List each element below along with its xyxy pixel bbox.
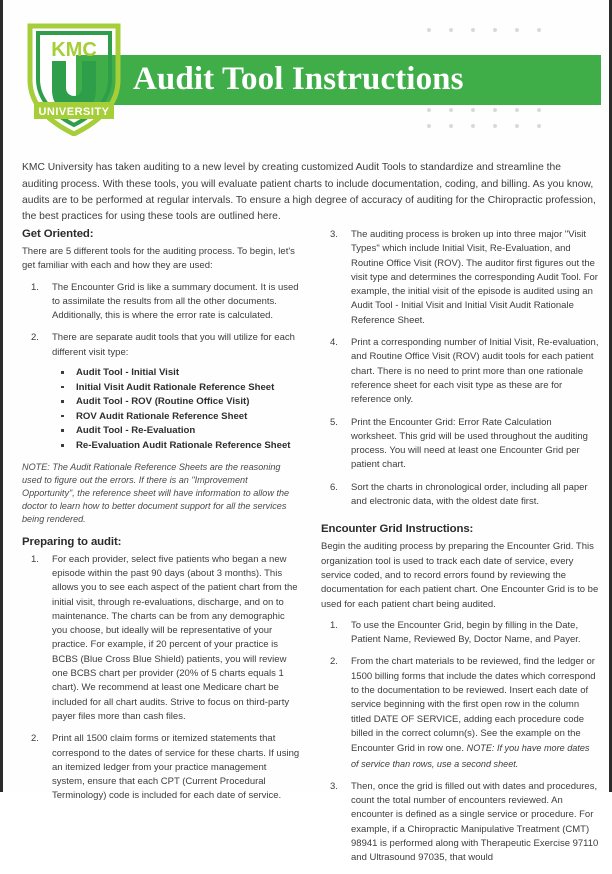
decorative-dot (493, 28, 497, 32)
right-column (321, 228, 599, 874)
list-item-text: There are separate audit tools that you will utilize for each different visit type: (52, 332, 295, 358)
list-item-number: 6. (330, 481, 338, 493)
left-column (22, 228, 300, 874)
list-item (52, 424, 300, 438)
preparing-to-audit-list (22, 553, 300, 804)
list-item-text: The auditing process is broken up into three major "Visit Types" which include Initial Visit, Re-Evaluation, and Routine Office Visit (ROV). The auditor first figures out the visit type and determines the corresponding Audit Tool. For example, the initial visit of the episode is audited using an Audit Tool - Initial Visit and Initial Visit Audit Rationale Reference Sheet. (351, 229, 598, 326)
list-item (321, 780, 599, 866)
list-item (321, 481, 599, 510)
list-item-text: Print the Encounter Grid: Error Rate Calculation worksheet. This grid will be used throughout the auditing process. You will need at least one Encounter Grid per patient chart. (351, 416, 588, 471)
decorative-dot (537, 124, 541, 128)
tool-name: ROV Audit Rationale Reference Sheet (76, 410, 248, 422)
list-item-number: 3. (330, 229, 338, 240)
list-item-number: 2. (330, 656, 338, 668)
encounter-grid-inline-note: NOTE: If you have more dates of service than rows, use a second sheet. (351, 743, 590, 769)
decorative-dot (427, 108, 431, 112)
decorative-dot (427, 124, 431, 128)
get-oriented-list-continued (321, 228, 599, 509)
bullet-dot-icon (61, 429, 64, 432)
bullet-dot-icon (61, 371, 64, 374)
list-item-text: For each provider, select five patients who began a new episode within the past 90 days (about 3 months). This allows you to see each aspect of the patient chart from the initial visit, through re-evaluations, discharge, and on to maintenance. The charts can be from any demographic you choose, but ideally will be representative of your practice. For example, if 20 percent of your practice is BCBS (Blue Cross Blue Shield) patients, you will review one BCBS chart per provider (20% of 5 charts equals 1 chart). We recommend at least one Medicare chart be included for all chart audits. Strive to focus on third-party payer files more than cash files. (52, 553, 298, 722)
list-item-text: To use the Encounter Grid, begin by filling in the Date, Patient Name, Reviewed By, Doctor Name, and Payer. (351, 619, 581, 646)
list-item (22, 553, 300, 725)
get-oriented-lead: There are 5 different tools for the auditing process. To begin, let's get familiar with each and how they are used: (22, 246, 295, 272)
audit-rationale-note: NOTE: The Audit Rationale Reference Sheets are the reasoning used to figure out the errors. If there is an "Improvement Opportunity", the reference sheet will have information to allow the doctor to learn how to better document support for all the services being rendered. (22, 461, 290, 525)
bullet-dot-icon (61, 444, 64, 447)
shield-logo-icon (20, 14, 128, 136)
decorative-dot (515, 124, 519, 128)
bullet-dot-icon (61, 415, 64, 418)
decorative-dot (493, 124, 497, 128)
logo-kmc-text: KMC (51, 39, 97, 61)
logo-university-text: UNIVERSITY (38, 106, 110, 118)
list-item (52, 395, 300, 409)
page-header (3, 0, 609, 140)
decorative-dot (493, 108, 497, 112)
tool-name: Audit Tool - Initial Visit (76, 367, 180, 379)
section-heading-get-oriented: Get Oriented: (22, 228, 94, 240)
intro-paragraph: KMC University has taken auditing to a new level by creating customized Audit Tools to standardize and streamline the auditing process. With these tools, you will evaluate patient charts to include documentation, coding, and billing. As you know, audits are to be performed at regular intervals. To ensure a high degree of accuracy of auditing for the Chiropractic profession, the best practices for using these tools are outlined here. (22, 162, 596, 222)
tool-name: Audit Tool - ROV (Routine Office Visit) (76, 396, 250, 408)
decorative-dot (537, 108, 541, 112)
decorative-dot (537, 28, 541, 32)
list-item-number: 2. (31, 332, 39, 344)
list-item (321, 228, 599, 328)
list-item (52, 381, 300, 395)
decorative-dot (515, 108, 519, 112)
decorative-dot (471, 108, 475, 112)
list-item-number: 5. (330, 416, 338, 428)
tool-name: Re-Evaluation Audit Rationale Reference Sheet (76, 440, 291, 452)
list-item (321, 655, 599, 771)
list-item-text: Print all 1500 claim forms or itemized statements that correspond to the dates of service for these charts. If using an itemized ledger from your practice management system, ensure that each CPT (Current Procedural Terminology) code is included for each date of service. (52, 733, 300, 802)
list-item-text: Print a corresponding number of Initial Visit, Re-evaluation, and Routine Office Visit (ROV) audit tools for each patient chart. There is no need to print more than one rationale reference sheet for each visit type as these are for reference only. (351, 337, 599, 406)
list-item-text: Sort the charts in chronological order, including all paper and electronic data, with the oldest date first. (351, 481, 588, 508)
list-item-text: Then, once the grid is filled out with dates and procedures, count the total number of encounters reviewed. An encounter is defined as a single service or procedure. For example, if a Chiropractic Manipulative Treatment (CMT) 98941 is performed along with Therapeutic Exercise 97110 and Ultrasound 97035, that would (351, 780, 599, 864)
decorative-dot (449, 108, 453, 112)
bullet-dot-icon (61, 386, 64, 389)
list-item (52, 410, 300, 424)
list-item-text: The Encounter Grid is like a summary document. It is used to assimilate the results from all the other documents. Additionally, this is where the error rate is calculated. (52, 281, 299, 322)
list-item-number: 3. (330, 780, 338, 792)
decorative-dot (427, 28, 431, 32)
tool-name: Initial Visit Audit Rationale Reference Sheet (76, 381, 275, 393)
list-item-text: From the chart materials to be reviewed, find the ledger or 1500 billing forms that include the dates which correspond to the documentation to be reviewed. Insert each date of service beginning with the first open row in the column titled DATE OF SERVICE, adding each procedure code billed in the correct column(s). See the example on the Encounter Grid in row one. (351, 656, 596, 755)
decorative-dot (449, 28, 453, 32)
list-item (52, 439, 300, 453)
dot-pattern-bottom (427, 108, 587, 146)
get-oriented-list (22, 281, 300, 453)
list-item (22, 281, 300, 324)
decorative-dot (471, 124, 475, 128)
encounter-grid-list (321, 619, 599, 866)
page-title: Audit Tool Instructions (133, 61, 464, 97)
bullet-dot-icon (61, 400, 64, 403)
tool-name: Audit Tool - Re-Evaluation (76, 425, 196, 437)
dot-pattern-top (427, 28, 587, 40)
list-item-number: 1. (330, 619, 338, 631)
list-item (22, 331, 300, 452)
list-item-number: 1. (31, 281, 39, 293)
decorative-dot (449, 124, 453, 128)
section-heading-encounter-grid-instructions: Encounter Grid Instructions: (321, 523, 474, 536)
list-item (321, 416, 599, 473)
section-heading-preparing-to-audit: Preparing to audit: (22, 535, 122, 548)
decorative-dot (471, 28, 475, 32)
list-item-number: 2. (31, 733, 39, 745)
encounter-grid-lead: Begin the auditing process by preparing the Encounter Grid. This organization tool is used to track each date of service, every service coded, and to record errors found by reviewing the documentation for each patient chart. One Encounter Grid is to be used for each patient chart being audited. (321, 541, 599, 610)
audit-tools-bullet-list (52, 366, 300, 453)
list-item-number: 1. (31, 553, 39, 565)
list-item (321, 336, 599, 407)
list-item (22, 732, 300, 803)
two-column-body (22, 228, 600, 874)
decorative-dot (515, 28, 519, 32)
kmc-university-logo (20, 14, 128, 136)
list-item (321, 619, 599, 648)
list-item (52, 366, 300, 380)
list-item-number: 4. (330, 337, 338, 349)
